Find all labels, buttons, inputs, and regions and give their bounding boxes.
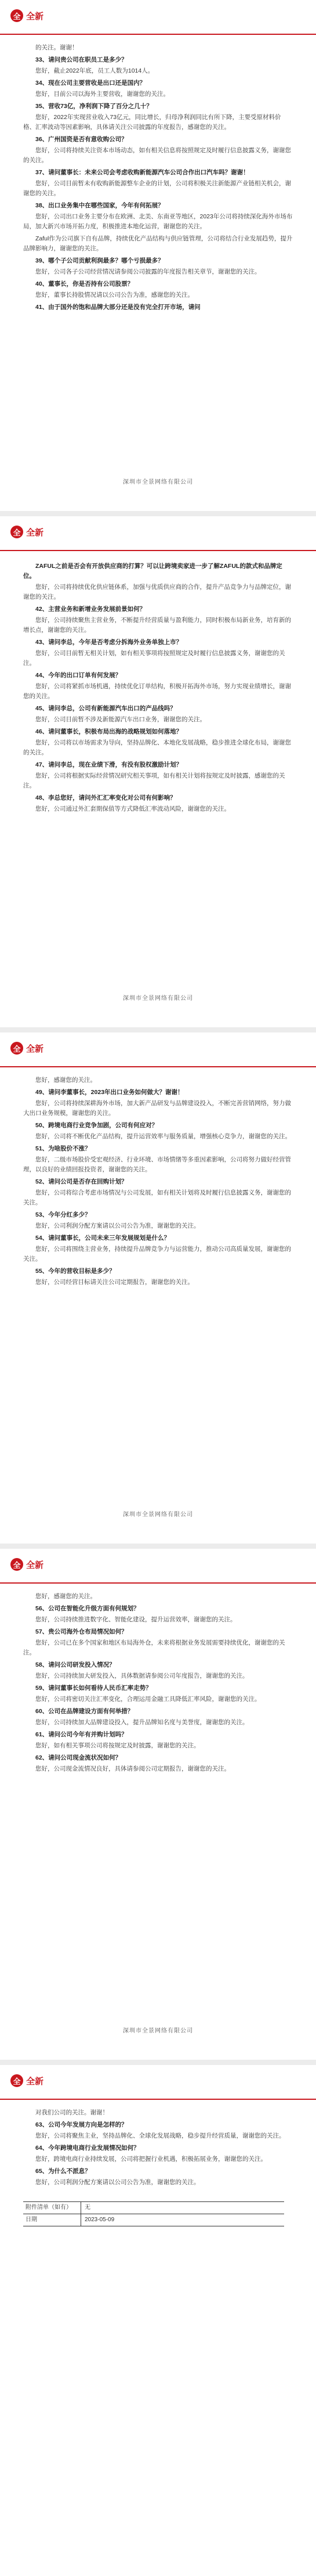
logo-text: 全新 (26, 1559, 44, 1570)
answer-text: 您好，感谢您的关注。 (35, 1593, 96, 1600)
question-text: 54、请问董事长，公司未来三年发展规划是什么？ (35, 1235, 170, 1242)
logo-icon: 全 (10, 9, 23, 22)
answer-text: 您好，二级市场股价受宏观经济、行业环境、市场情绪等多重因素影响，公司将努力做好经营管理，以良好的业绩回报投资者，谢谢您的关注。 (23, 1156, 291, 1173)
signature-table (23, 2201, 284, 2226)
page-body (0, 551, 316, 814)
answer-text: 您好，公司将聚焦主业，坚持品牌化、全球化发展战略，稳步提升经营质量，谢谢您的关注。 (35, 2132, 285, 2139)
answer-text: 您好，公司目前暂不涉及新能源汽车出口业务，谢谢您的关注。 (35, 716, 206, 723)
question-text: 43、请问李总，今年是否考虑分拆海外业务单独上市？ (35, 639, 183, 646)
document-page (0, 1032, 316, 1544)
answer-text: 您好，公司各子公司经营情况请参阅公司披露的年度报告相关章节，谢谢您的关注。 (35, 268, 261, 275)
answer-text: 您好，公司利润分配方案请以公司公告为准，谢谢您的关注。 (35, 2179, 200, 2186)
question-text: 60、公司在品牌建设方面有何举措？ (35, 1708, 134, 1715)
company-logo (10, 2074, 43, 2087)
answer-text: 您好，公司利润分配方案请以公司公告为准，谢谢您的关注。 (35, 1222, 200, 1229)
attachment-label: 附件清单（如有） (23, 2202, 81, 2214)
page-header (0, 0, 316, 35)
answer-text: 的关注。谢谢！ (35, 44, 78, 51)
page-footer: 深圳市全景网络有限公司 (123, 995, 193, 1002)
answer-text: 您好，截止2022年底，员工人数为1014人。 (35, 67, 154, 74)
question-text: 52、请问公司是否存在回购计划？ (35, 1178, 128, 1185)
answer-text: 您好，公司将紧抓市场机遇，持续优化订单结构，积极开拓海外市场，努力实现业绩增长，谢谢您的关注。 (23, 683, 291, 700)
question-text: 59、请问董事长如何看待人民币汇率走势？ (35, 1685, 152, 1692)
company-logo (10, 9, 43, 22)
question-text: 48、李总您好，请问外汇汇率变化对公司有何影响？ (35, 794, 176, 801)
logo-icon: 全 (10, 1558, 23, 1571)
question-text: 58、请问公司研发投入情况？ (35, 1661, 115, 1668)
attachment-value: 无 (85, 2204, 90, 2211)
answer-text: 您好，公司持续推进数字化、智能化建设，提升运营效率，谢谢您的关注。 (35, 1616, 237, 1623)
answer-text: 您好，公司经营目标请关注公司定期报告，谢谢您的关注。 (35, 1279, 194, 1286)
page-body (0, 35, 316, 312)
document-page (0, 0, 316, 511)
question-text: 36、广州国资是否有意收购公司？ (35, 136, 128, 143)
question-text: 49、请问李董事长，2023年出口业务如何做大？谢谢！ (35, 1089, 184, 1096)
page-footer: 深圳市全景网络有限公司 (123, 2028, 193, 2034)
answer-text: 您好，公司将围绕主营业务，持续提升品牌竞争力与运营能力，推动公司高质量发展，谢谢您的关注。 (23, 1246, 291, 1262)
answer-text: 您好，公司将密切关注汇率变化，合理运用金融工具降低汇率风险，谢谢您的关注。 (35, 1696, 261, 1703)
date-value: 2023-05-09 (85, 2217, 115, 2223)
logo-icon: 全 (10, 2074, 23, 2087)
answer-text: 您好，公司将根据实际经营情况研究相关事项，如有相关计划将按规定及时披露，感谢您的关注。 (23, 772, 285, 789)
question-text: 35、营收73亿，净利润下降了百分之几十？ (35, 103, 152, 110)
question-text: 62、请问公司现金流状况如何？ (35, 1754, 122, 1761)
logo-text: 全新 (26, 10, 44, 21)
question-text: 56、公司在智能化升级方面有何规划？ (35, 1605, 140, 1612)
answer-text: Zaful作为公司旗下自有品牌，持续优化产品结构与供应链管理，公司将结合行业发展趋势，提升品牌影响力，谢谢您的关注。 (23, 235, 293, 252)
answer-text: 您好，公司将持续深耕海外市场，加大新产品研发与品牌建设投入，不断完善营销网络，努力做大出口业务规模，谢谢您的关注。 (23, 1100, 291, 1117)
answer-text: 您好，公司目前暂无相关计划，如有相关事项将按照规定及时履行信息披露义务，谢谢您的关注。 (23, 650, 285, 667)
question-text: 33、请问贵公司在职员工是多少？ (35, 56, 128, 63)
answer-text: 您好，跨境电商行业持续发展，公司将把握行业机遇，积极拓展业务，谢谢您的关注。 (35, 2156, 267, 2163)
question-text: 65、为什么不派息？ (35, 2168, 91, 2175)
question-text: 64、今年跨境电商行业发展情况如何？ (35, 2145, 140, 2152)
document-page (0, 2065, 316, 2576)
answer-text: 您好，公司持续加大研发投入，具体数据请参阅公司年度报告，谢谢您的关注。 (35, 1672, 249, 1679)
document-page (0, 516, 316, 1027)
company-logo (10, 526, 43, 538)
logo-icon: 全 (10, 1042, 23, 1055)
question-text: 37、请问董事长：未来公司会考虑收购新能源汽车公司合作出口汽车吗？谢谢！ (35, 169, 249, 176)
question-text: 41、由于国外的饱和品牌大部分还是没有完全打开市场，请问 (35, 304, 201, 311)
logo-text: 全新 (26, 2075, 44, 2086)
question-text: 47、请问李总，现在业绩下滑，有没有股权激励计划？ (35, 761, 183, 768)
page-header (0, 1032, 316, 1067)
question-text: ZAFUL之前是否会有开放供应商的打算？可以让跨境卖家进一步了解ZAFUL的款式和品牌定位。 (23, 563, 282, 580)
document-page (0, 1549, 316, 2060)
page-header (0, 1549, 316, 1584)
question-text: 34、现在公司主要营收是出口还是国内？ (35, 80, 146, 87)
question-text: 53、今年分红多少？ (35, 1211, 91, 1218)
page-body (0, 2100, 316, 2226)
company-logo (10, 1558, 43, 1571)
question-text: 57、贵公司海外仓布局情况如何？ (35, 1628, 128, 1635)
page-footer: 深圳市全景网络有限公司 (123, 479, 193, 485)
answer-text: 您好，目前公司以海外主要营收，谢谢您的关注。 (35, 91, 169, 98)
answer-text: 对我们公司的关注。谢谢！ (35, 2109, 108, 2116)
question-text: 55、今年的营收目标是多少？ (35, 1268, 115, 1275)
answer-text: 您好，公司持续加大品牌建设投入，提升品牌知名度与美誉度，谢谢您的关注。 (35, 1719, 249, 1726)
page-body (0, 1067, 316, 1287)
question-text: 61、请问公司今年有并购计划吗？ (35, 1731, 128, 1738)
answer-text: 您好，公司将综合考虑市场情况与公司发展，如有相关计划将及时履行信息披露义务，谢谢您的关注。 (23, 1189, 291, 1206)
question-text: 42、主营业务和新增业务发展前景如何？ (35, 606, 146, 613)
answer-text: 您好，公司目前暂未有收购新能源整车企业的计划，公司将积极关注新能源产业链相关机会，谢谢您的关注。 (23, 180, 291, 197)
answer-text: 您好，公司将不断优化产品结构，提升运营效率与服务质量，增强核心竞争力，谢谢您的关注。 (35, 1133, 291, 1140)
logo-text: 全新 (26, 1043, 44, 1054)
answer-text: 您好，董事长持股情况请以公司公告为准，感谢您的关注。 (35, 292, 194, 298)
answer-text: 您好，公司现金流情况良好，具体请参阅公司定期报告，谢谢您的关注。 (35, 1765, 230, 1772)
question-text: 46、请问董事长，积极布局出海的战略规划如何落地？ (35, 728, 183, 735)
answer-text: 您好，如有相关事项公司将按规定及时披露，谢谢您的关注。 (35, 1742, 200, 1749)
answer-text: 您好，公司将持续关注资本市场动态，如有相关信息将按照规定及时履行信息披露义务，谢谢您的关注。 (23, 147, 291, 164)
page-body (0, 1584, 316, 1774)
answer-text: 您好，感谢您的关注。 (35, 1077, 96, 1084)
question-text: 45、请问李总，公司有新能源汽车出口的产品线吗？ (35, 705, 176, 712)
logo-text: 全新 (26, 527, 44, 538)
answer-text: 您好，公司将以市场需求为导向，坚持品牌化、本地化发展战略，稳步推进全球化布局，谢谢您的关注。 (23, 739, 291, 756)
question-text: 40、董事长，你是否持有公司股票？ (35, 280, 134, 287)
date-label: 日期 (23, 2214, 81, 2226)
answer-text: 您好，公司已在多个国家和地区布局海外仓，未来将根据业务发展需要持续优化，谢谢您的关注。 (23, 1639, 285, 1656)
question-text: 39、哪个子公司贡献利润最多？哪个亏损最多？ (35, 257, 164, 264)
question-text: 63、公司今年发展方向是怎样的？ (35, 2121, 128, 2128)
page-header (0, 2065, 316, 2100)
question-text: 38、出口业务集中在哪些国家，今年有何拓展？ (35, 202, 164, 209)
answer-text: 您好，公司出口业务主要分布在欧洲、北美、东南亚等地区，2023年公司将持续深化海外市场布局，加大新兴市场开拓力度，积极推进本地化运营，谢谢您的关注。 (23, 213, 293, 230)
answer-text: 您好，公司持续聚焦主营业务，不断提升经营质量与盈利能力，同时积极布局新业务，培育新的增长点，谢谢您的关注。 (23, 617, 291, 634)
question-text: 51、为啥股价不涨？ (35, 1145, 91, 1152)
page-footer: 深圳市全景网络有限公司 (123, 1512, 193, 1518)
question-text: 50、跨境电商行业竞争加剧，公司有何应对？ (35, 1122, 158, 1129)
page-header (0, 516, 316, 551)
question-text: 44、今年的出口订单有何发展？ (35, 672, 122, 679)
answer-text: 您好，2022年实现营业收入73亿元，同比增长，归母净利润同比有所下降，主要受原材料价格、汇率波动等因素影响，具体请关注公司披露的年度报告，感谢您的关注。 (23, 114, 281, 131)
logo-icon: 全 (10, 526, 23, 538)
company-logo (10, 1042, 43, 1055)
answer-text: 您好，公司通过外汇套期保值等方式降低汇率波动风险，谢谢您的关注。 (35, 805, 230, 812)
answer-text: 您好，公司将持续优化供应链体系，加强与优质供应商的合作，提升产品竞争力与品牌定位，谢谢您的关注。 (23, 584, 291, 600)
